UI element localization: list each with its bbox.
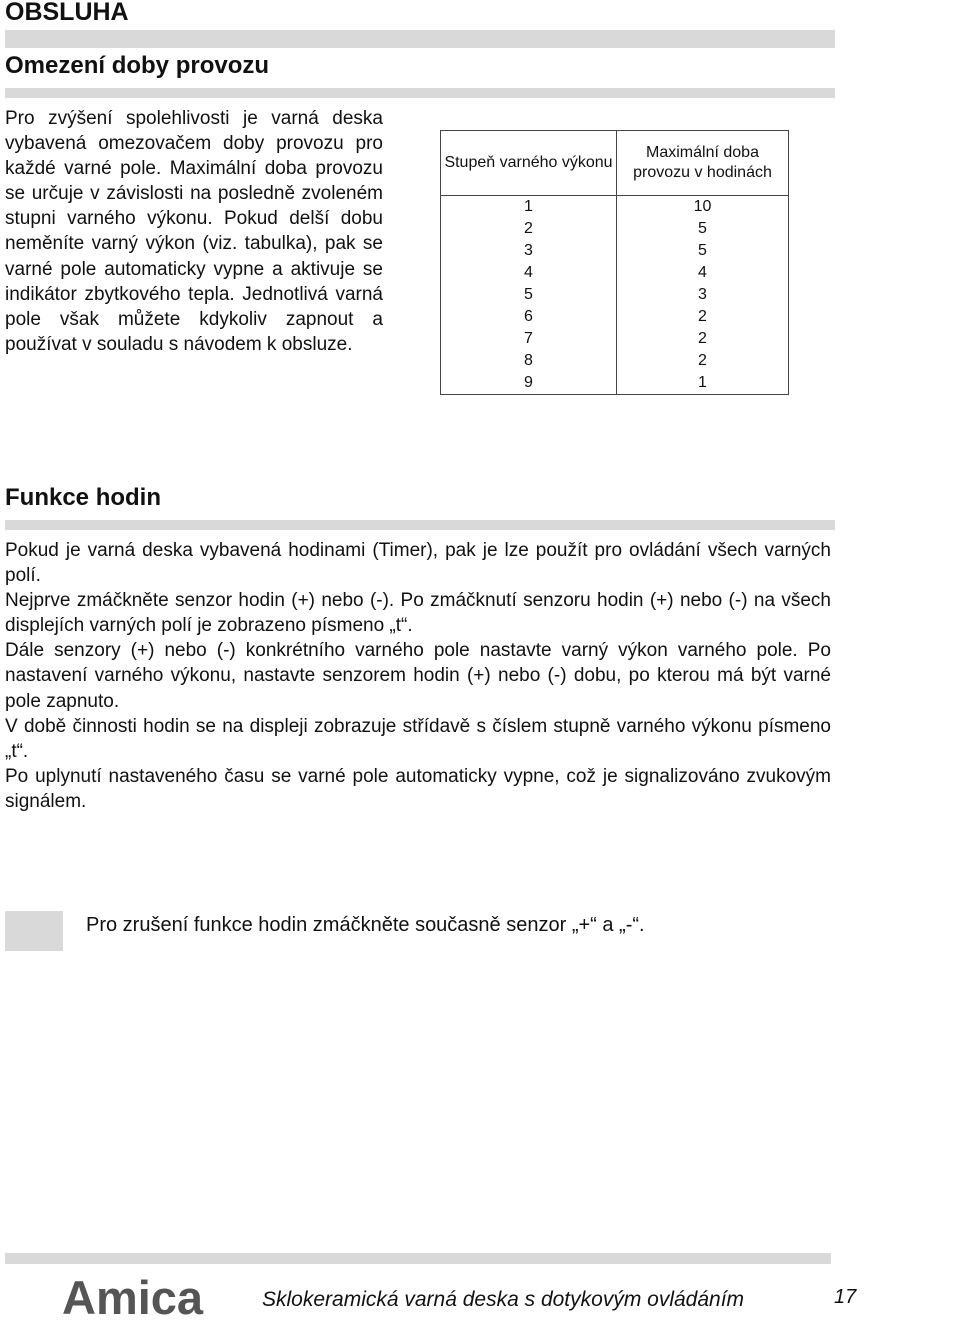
table-cell-hours: 5 <box>617 218 789 240</box>
table-cell-hours: 4 <box>617 262 789 284</box>
table-cell-level: 8 <box>441 350 617 372</box>
paragraph: Pokud je varná deska vybavená hodinami (Timer), pak je lze použít pro ovládání všech varných polí. <box>5 540 831 587</box>
table-cell-hours: 1 <box>617 372 789 395</box>
page-header-title: OBSLUHA <box>5 0 129 26</box>
table-cell-level: 3 <box>441 240 617 262</box>
section-divider <box>5 520 835 530</box>
amica-logo <box>62 1270 222 1320</box>
table-cell-level: 2 <box>441 218 617 240</box>
table-cell-level: 7 <box>441 328 617 350</box>
clock-function-text <box>5 538 831 814</box>
table-cell-hours: 5 <box>617 240 789 262</box>
operation-limit-table <box>440 130 789 395</box>
footer-document-title: Sklokeramická varná deska s dotykovým ovládáním <box>262 1288 745 1311</box>
table-cell-hours: 3 <box>617 284 789 306</box>
table-cell-hours: 2 <box>617 350 789 372</box>
paragraph: Nejprve zmáčkněte senzor hodin (+) nebo (-). Po zmáčknutí senzoru hodin (+) nebo (-) na všech displejích varných polí je zobrazeno písmeno „t“. <box>5 590 831 637</box>
table-cell-hours: 2 <box>617 306 789 328</box>
section-divider <box>5 88 835 98</box>
table-header-power-level: Stupeň varného výkonu <box>441 131 617 196</box>
footer-divider <box>5 1253 831 1264</box>
header-divider <box>5 30 835 48</box>
paragraph: Po uplynutí nastaveného času se varné pole automaticky vypne, což je signalizováno zvukovým signálem. <box>5 765 831 812</box>
table-cell-level: 5 <box>441 284 617 306</box>
table-header-max-duration: Maximální doba provozu v hodinách <box>617 131 789 196</box>
note-text: Pro zrušení funkce hodin zmáčkněte současně senzor „+“ a „-“. <box>86 914 645 936</box>
page-number: 17 <box>834 1286 857 1308</box>
section-title-operation-limit: Omezení doby provozu <box>5 52 270 79</box>
paragraph: Dále senzory (+) nebo (-) konkrétního varného pole nastavte varný výkon varného pole. Po nastavení varného výkonu, nastavte senzorem hodin (+) nebo (-) dobu, po kterou má být varné pole zapnuto. <box>5 640 831 712</box>
table-cell-level: 1 <box>441 196 617 219</box>
table-cell-level: 6 <box>441 306 617 328</box>
table-cell-hours: 10 <box>617 196 789 219</box>
table-cell-level: 4 <box>441 262 617 284</box>
note-marker-box <box>5 911 63 951</box>
operation-limit-text: Pro zvýšení spolehlivosti je varná deska vybavená omezovačem doby provozu pro každé varné pole. Maximální doba provozu se určuje v závislosti na posledně zvoleném stupni varného výkonu. Pokud delší dobu neměníte varný výkon (viz. tabulka), pak se varné pole automaticky vypne a aktivuje se indikátor zbytkového tepla. Jednotlivá varná pole však můžete kdykoliv zapnout a používat v souladu s návodem k obsluze. <box>5 108 383 355</box>
logo-text: Amica <box>62 1271 204 1320</box>
table-cell-level: 9 <box>441 372 617 395</box>
section-title-clock-function: Funkce hodin <box>5 484 161 511</box>
table-cell-hours: 2 <box>617 328 789 350</box>
paragraph: V době činnosti hodin se na displeji zobrazuje střídavě s číslem stupně varného výkonu písmeno „t“. <box>5 715 831 762</box>
